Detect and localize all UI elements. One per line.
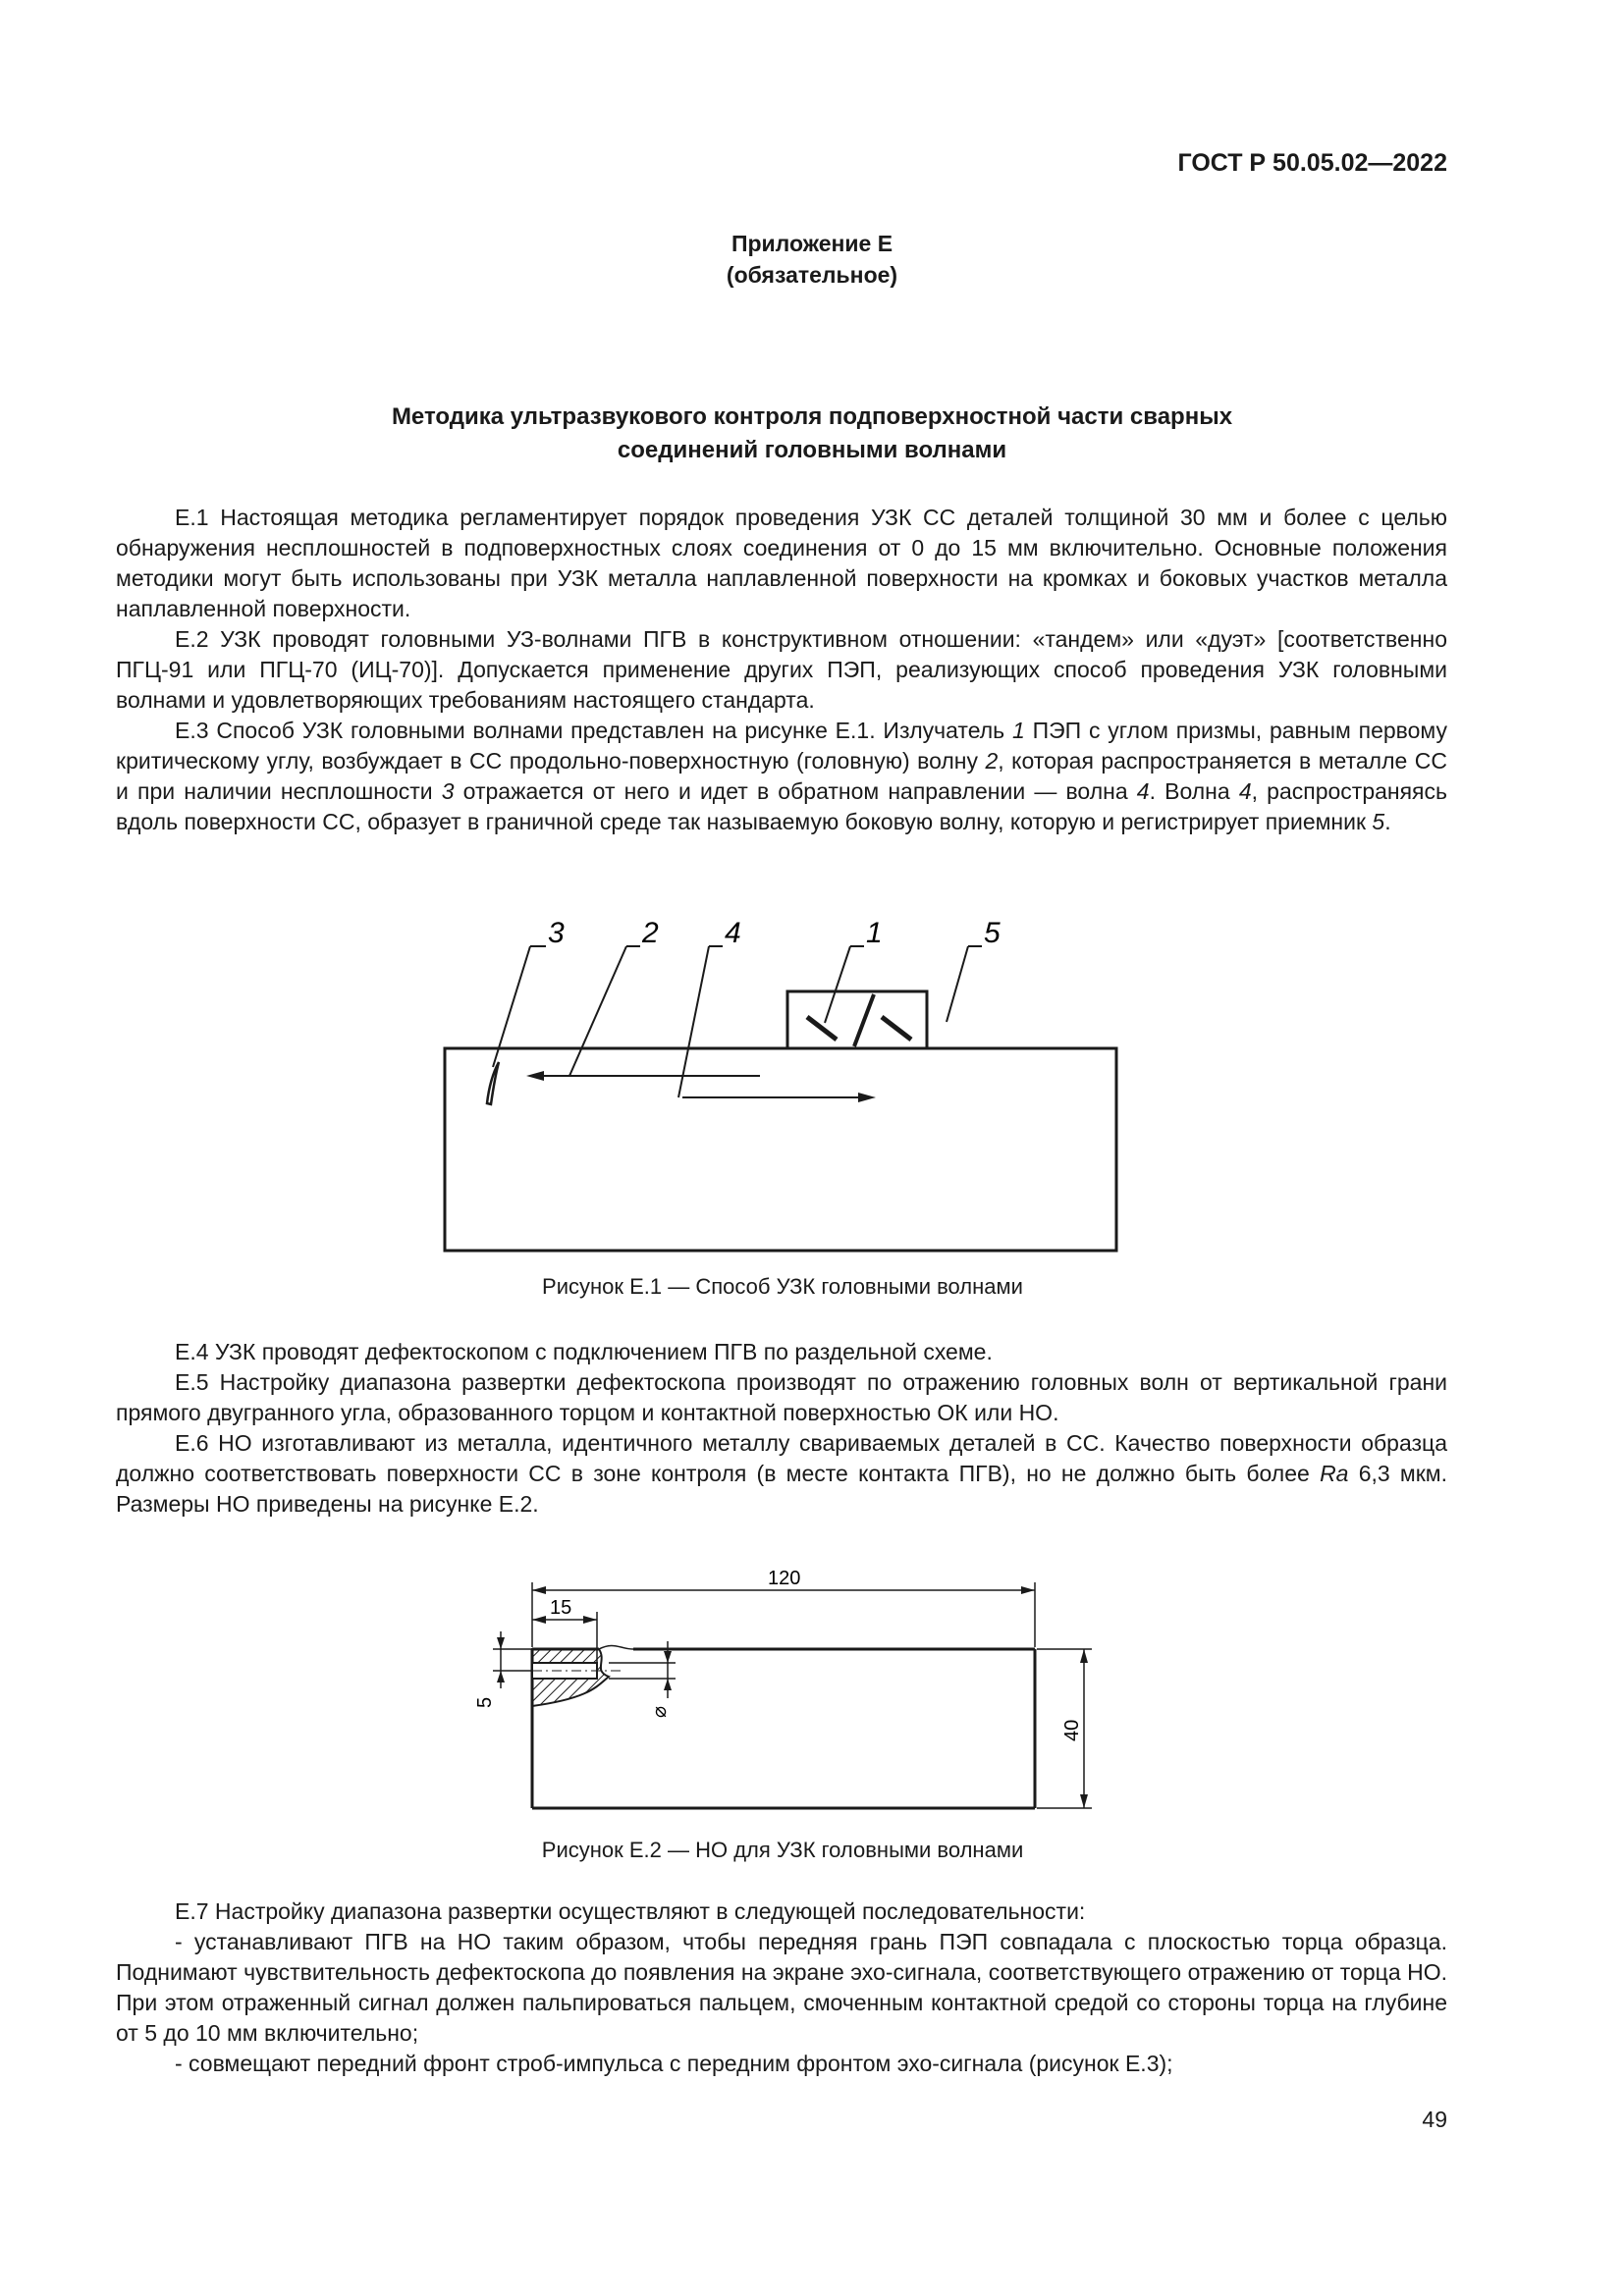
paragraph-e6: Е.6 НО изготавливают из металла, идентичного металлу свариваемых деталей в СС. Качество поверхности образца должно соответствовать поверхности СС в зоне контроля (в месте контакта ПГВ), но не должно быть более Ra 6,3 мкм. Размеры НО приведены на рисунке Е.2. [116,1430,1447,1517]
paragraph-e7-step2: - совмещают передний фронт строб-импульса с передним фронтом эхо-сигнала (рисунок Е.3); [175,2051,1173,2076]
break-line [599,1645,633,1649]
transducer-divider [854,994,874,1046]
workpiece-block [445,1048,1116,1251]
dim-15-text: 15 [550,1597,572,1619]
appendix-title: Приложение Е [731,231,893,256]
flaw-shape [487,1062,499,1104]
paragraphs-mid [116,1337,1447,1520]
dim-40-text: 40 [1061,1719,1083,1741]
dim-5-text: 5 [474,1696,496,1708]
figure-e1-label-2: 2 [642,917,659,949]
paragraph-e1: Е.1 Настоящая методика регламентирует порядок проведения УЗК СС деталей толщиной 30 мм и более с целью обнаружения несплошностей в подповерхностных слоях соединения от 0 до 15 мм включительно. Основные положения методики могут быть использованы при УЗК металла наплавленной поверхности на кромках и боковых участков металла наплавленной поверхности. [116,505,1447,621]
leader-1-diag [825,946,850,1023]
paragraph-e5: Е.5 Настройку диапазона развертки дефектоскопа производят по отражению головных волн от вертикальной грани прямого двугранного угла, образованного торцом и контактной поверхностью ОК или НО. [116,1369,1447,1425]
dim-120-arrow-left [532,1586,546,1594]
dim-40-arrow-bottom [1080,1794,1088,1808]
receiver-element [882,1017,911,1040]
dim-15-arrow-right [583,1616,597,1624]
paragraph-e7: Е.7 Настройку диапазона развертки осуществляют в следующей последовательности: [175,1898,1086,1924]
dim-dia-arrow-top [664,1651,672,1663]
paragraph-e2: Е.2 УЗК проводят головными УЗ-волнами ПГВ в конструктивном отношении: «тандем» или «дуэт» [соответственно ПГЦ-91 или ПГЦ-70 (ИЦ-70)]. Допускается применение других ПЭП, реализующих способ проведения УЗК головными волнами и удовлетворяющих требованиям настоящего стандарта. [116,626,1447,713]
section-title-line1: Методика ультразвукового контроля подповерхностной части сварных [391,403,1233,430]
dim-15-arrow-left [532,1616,546,1624]
figure-e1-label-3: 3 [548,917,565,949]
section-title [0,400,1624,467]
appendix-status: (обязательное) [726,262,898,288]
figure-e1-label-4: 4 [725,917,741,949]
paragraph-e4: Е.4 УЗК проводят дефектоскопом с подключением ПГВ по раздельной схеме. [175,1339,993,1364]
figure-e1-label-5: 5 [984,917,1001,949]
dim-5-arrow-bottom [497,1671,505,1682]
figure-e1-caption: Рисунок Е.1 — Способ УЗК головными волнами [542,1274,1023,1299]
dim-120-text: 120 [768,1568,801,1589]
paragraphs-bottom [116,1896,1447,2079]
figure-e1 [432,908,1139,1261]
figure-e1-label-1: 1 [866,917,883,949]
dim-diameter-text: ⌀ [649,1705,671,1718]
leader-5-diag [947,946,968,1022]
leader-4-diag [678,946,709,1097]
dim-5-arrow-top [497,1637,505,1649]
paragraphs-top [116,503,1447,837]
section-title-line2: соединений головными волнами [617,437,1007,463]
dim-dia-arrow-bottom [664,1679,672,1690]
figure-e2 [471,1551,1100,1826]
head-wave-arrowhead [526,1071,544,1081]
dim-40-arrow-top [1080,1649,1088,1663]
document-code: ГОСТ Р 50.05.02—2022 [1177,149,1447,177]
emitter-element [807,1017,837,1040]
reflected-wave-arrowhead [858,1093,876,1102]
leader-2-diag [569,946,626,1076]
figure-e2-caption: Рисунок Е.2 — НО для УЗК головными волнами [541,1838,1024,1862]
appendix-heading [0,228,1624,291]
paragraph-e7-step1: - устанавливают ПГВ на НО таким образом, чтобы передняя грань ПЭП совпадала с плоскостью торца образца. Поднимают чувствительность дефектоскопа до появления на экране эхо-сигнала, соответствующего отражению от торца НО. При этом отраженный сигнал должен пальпироваться пальцем, смоченным контактной средой со стороны торца на глубине от 5 до 10 мм включительно; [116,1929,1447,2046]
page-number: 49 [1422,2107,1447,2132]
dim-120-arrow-right [1021,1586,1035,1594]
paragraph-e3: Е.3 Способ УЗК головными волнами представлен на рисунке Е.1. Излучатель 1 ПЭП с углом призмы, равным первому критическому углу, возбуждает в СС продольно-поверхностную (головную) волну 2, которая распространяется в металле СС и при наличии несплошности 3 отражается от него и идет в обратном направлении — волна 4. Волна 4, распространяясь вдоль поверхности СС, образует в граничной среде так называемую боковую волну, которую и регистрирует приемник 5. [116,718,1447,834]
